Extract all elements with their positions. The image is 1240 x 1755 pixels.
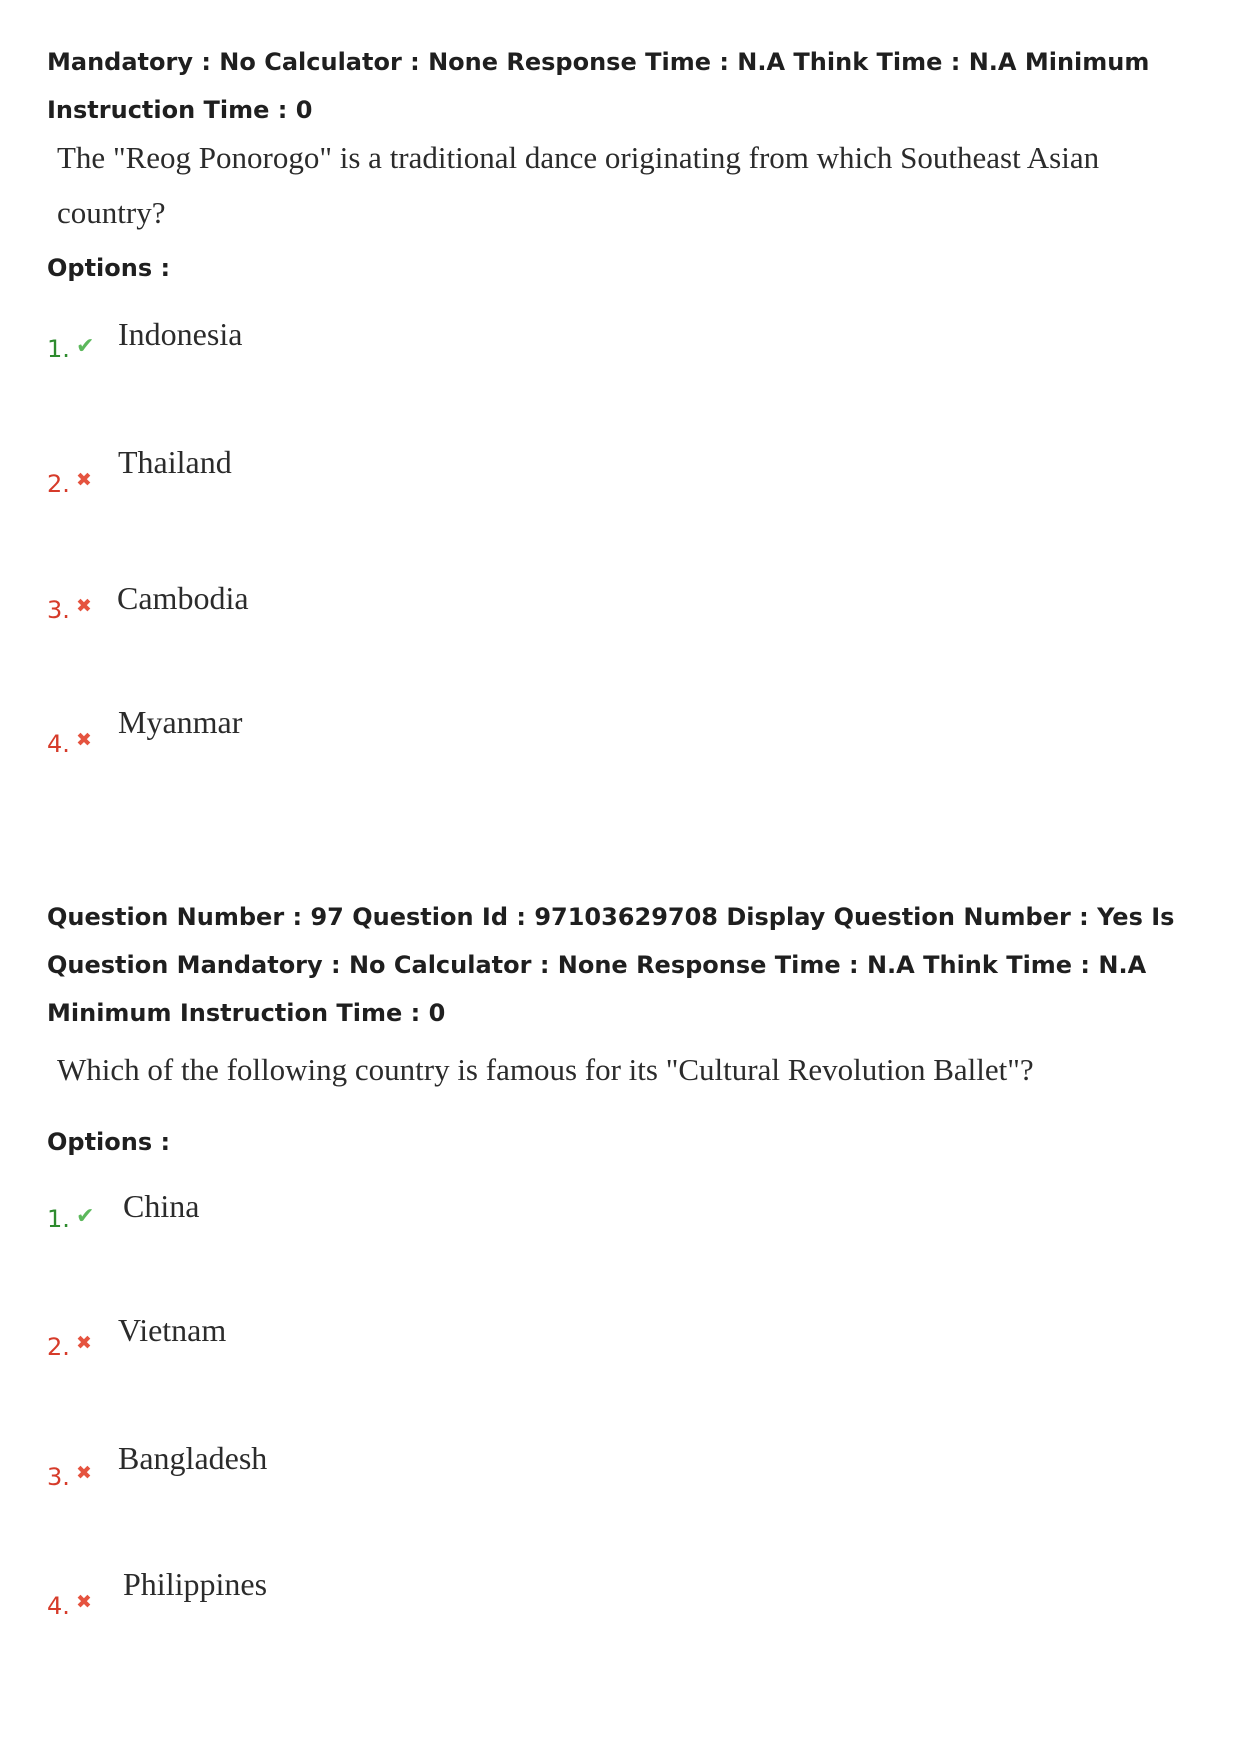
option-number: 3. — [47, 596, 70, 624]
cross-icon: ✖ — [76, 729, 92, 751]
cross-icon: ✖ — [76, 1591, 92, 1613]
option-number: 2. — [47, 1333, 70, 1361]
cross-icon: ✖ — [76, 1332, 92, 1354]
option-text: Myanmar — [118, 704, 243, 740]
option-text: Thailand — [118, 444, 232, 480]
check-icon: ✔ — [76, 1204, 95, 1229]
option-number: 1. — [47, 335, 70, 363]
option-number: 1. — [47, 1205, 70, 1233]
question-meta-2: Question Number : 97 Question Id : 97103629708 Display Question Number : Yes Is Question Mandatory : No Calculator : None Response Time : N.A Think Time : N.A Minimum Instruction Time : 0 — [47, 903, 1175, 1027]
option-text: Indonesia — [118, 316, 243, 352]
question-text-1: The "Reog Ponorogo" is a traditional dance originating from which Southeast Asian country? — [57, 140, 1100, 230]
option-number: 3. — [47, 1463, 70, 1491]
option-number: 4. — [47, 730, 70, 758]
option-text: China — [123, 1188, 200, 1224]
option-number: 4. — [47, 1592, 70, 1620]
options-label-2: Options : — [47, 1128, 171, 1156]
option-number: 2. — [47, 470, 70, 498]
options-label-1: Options : — [47, 254, 171, 282]
option-text: Bangladesh — [118, 1440, 268, 1476]
cross-icon: ✖ — [76, 1462, 92, 1484]
check-icon: ✔ — [76, 334, 95, 359]
option-text: Cambodia — [117, 580, 249, 616]
option-text: Vietnam — [118, 1312, 227, 1348]
option-text: Philippines — [123, 1566, 268, 1602]
cross-icon: ✖ — [76, 595, 92, 617]
question-text-2: Which of the following country is famous for its "Cultural Revolution Ballet"? — [57, 1052, 1034, 1087]
cross-icon: ✖ — [76, 469, 92, 491]
question-meta-1: Mandatory : No Calculator : None Response Time : N.A Think Time : N.A Minimum Instruction Time : 0 — [47, 48, 1150, 124]
